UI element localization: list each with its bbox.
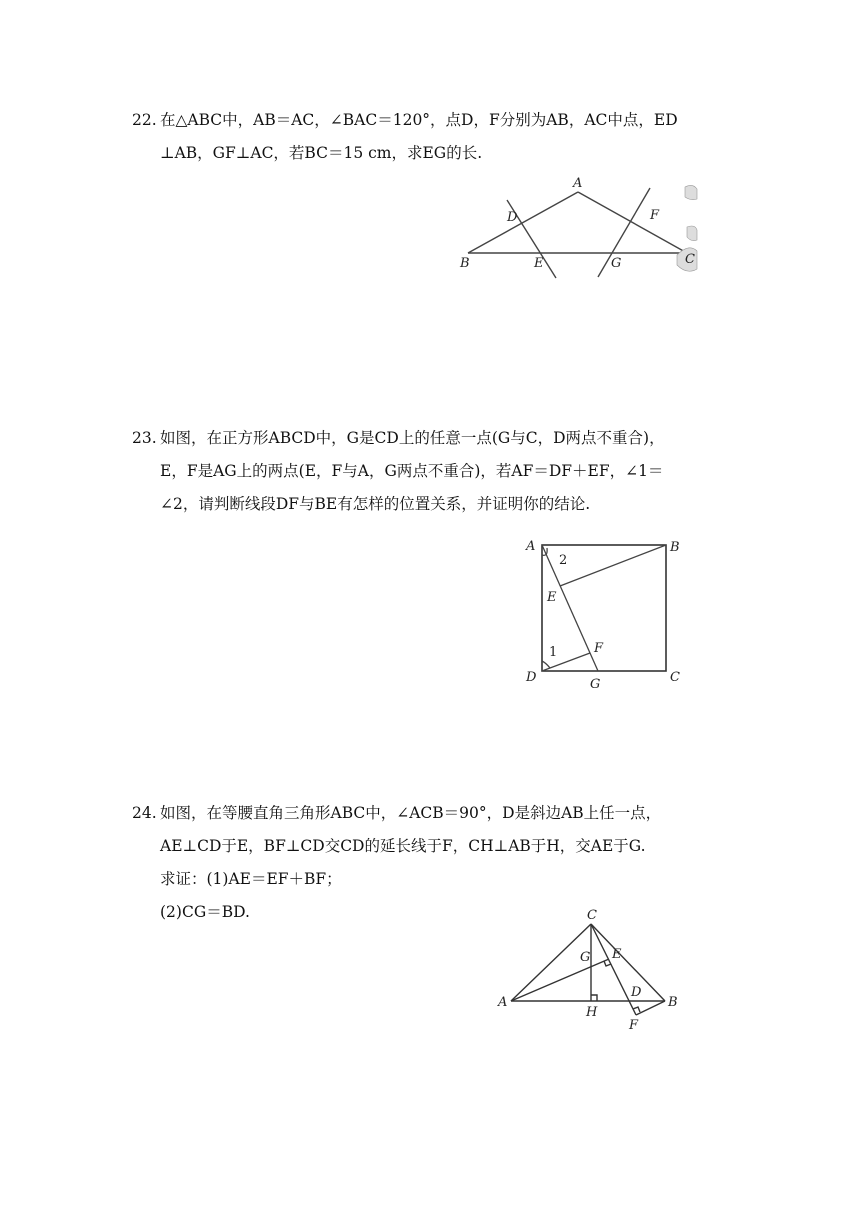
label-C: C — [685, 252, 695, 267]
page-blot — [687, 226, 697, 241]
problem-24-line-2: AE⊥CD于E，BF⊥CD交CD的延长线于F，CH⊥AB于H，交AE于G. — [160, 837, 646, 855]
label-E: E — [612, 947, 622, 962]
angle-1-arc — [542, 661, 550, 668]
angle-1-label: 1 — [549, 645, 558, 660]
label-G: G — [590, 677, 601, 692]
label-H: H — [586, 1005, 598, 1020]
label-B: B — [668, 995, 678, 1010]
label-B: B — [670, 540, 680, 555]
label-E: E — [534, 256, 544, 271]
label-B: B — [460, 256, 470, 271]
label-F: F — [650, 208, 660, 223]
problem-24-line-4: (2)CG＝BD. — [160, 903, 250, 921]
figure-24 — [492, 905, 692, 1035]
angle-2-label: 2 — [559, 553, 568, 568]
segment-GF — [598, 188, 650, 277]
problem-23-number: 23. — [132, 429, 157, 447]
label-C: C — [670, 670, 680, 685]
problem-24-number: 24. — [132, 804, 157, 822]
segment-AC — [578, 192, 687, 253]
label-F: F — [629, 1018, 639, 1033]
problem-22 — [132, 104, 740, 170]
problem-24-line-1: 24. 如图，在等腰直角三角形ABC中，∠ACB＝90°，D是斜边AB上任一点， — [160, 797, 740, 830]
label-A: A — [498, 995, 508, 1010]
label-G: G — [611, 256, 622, 271]
label-C: C — [587, 908, 597, 923]
problem-23-line-3: ∠2，请判断线段DF与BE有怎样的位置关系，并证明你的结论. — [160, 495, 591, 513]
problem-23 — [132, 422, 740, 521]
problem-22-line-1: 22. 在△ABC中，AB＝AC，∠BAC＝120°，点D，F分别为AB，AC中点，ED — [160, 104, 740, 137]
label-D: D — [526, 670, 537, 685]
label-E: E — [547, 590, 557, 605]
problem-22-number: 22. — [132, 111, 157, 129]
segment-BE — [560, 545, 666, 586]
label-F: F — [594, 641, 604, 656]
segment-AB — [468, 192, 578, 253]
figure-23 — [520, 535, 690, 695]
label-D: D — [631, 985, 642, 1000]
figure-22 — [455, 175, 700, 280]
right-angle-H — [591, 995, 597, 1001]
segment-BF — [636, 1001, 665, 1015]
label-A: A — [526, 539, 536, 554]
problem-23-line-2: E，F是AG上的两点(E，F与A，G两点不重合)，若AF＝DF＋EF，∠1＝ — [160, 462, 664, 480]
label-G: G — [580, 950, 591, 965]
page-blot — [685, 185, 697, 199]
problem-23-line-1: 23. 如图，在正方形ABCD中，G是CD上的任意一点(G与C，D两点不重合)， — [160, 422, 740, 455]
problem-22-line-2: ⊥AB，GF⊥AC，若BC＝15 cm，求EG的长. — [160, 144, 483, 162]
problem-24-line-3: 求证：(1)AE＝EF＋BF； — [160, 870, 342, 888]
segment-AC — [511, 924, 591, 1001]
label-D: D — [507, 210, 518, 225]
label-A: A — [573, 176, 583, 191]
